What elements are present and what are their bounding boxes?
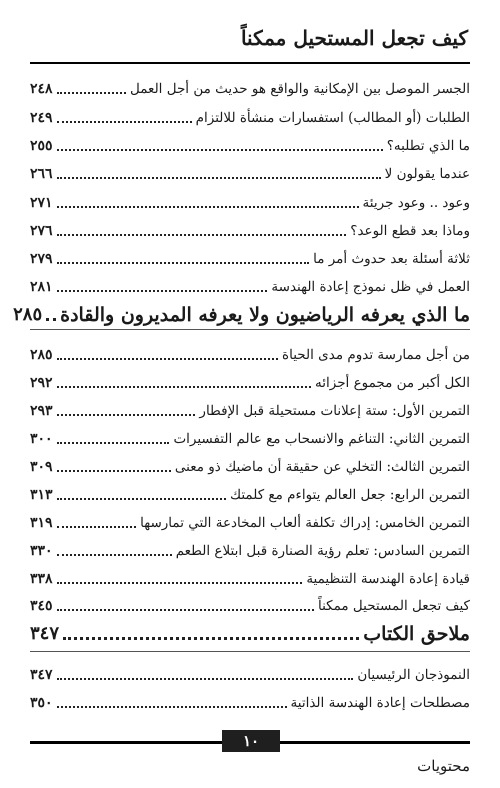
toc-entry-page: ٣٤٧ [30, 667, 53, 683]
toc-entry-title: التمرين الخامس: إدراك تكلفة ألعاب المخادعة التي تمارسها [140, 515, 470, 531]
dot-leader [57, 498, 226, 500]
toc-entry [30, 218, 470, 242]
toc-entry [30, 538, 470, 562]
toc-entry-title: ما الذي تطلبه؟ [386, 138, 470, 154]
header-divider [30, 62, 470, 64]
toc-entry [30, 76, 470, 100]
dot-leader [57, 358, 278, 360]
dot-leader [57, 442, 170, 444]
toc-entry [30, 133, 470, 157]
toc-entry-title: التمرين الثالث: التخلي عن حقيقة أن ماضيك ذو معنى [174, 459, 470, 475]
dot-leader [57, 234, 347, 236]
toc-entry [30, 161, 470, 185]
toc-entry-page: ٣٣٨ [30, 571, 53, 587]
toc-entry [30, 454, 470, 478]
toc-entry-page: ٣٤٧ [30, 623, 60, 644]
toc-entry [30, 246, 470, 270]
toc-entry-title: النموذجان الرئيسيان [357, 667, 470, 683]
toc-entry [30, 190, 470, 214]
toc-entry-title: عندما يقولون لا [384, 166, 470, 182]
dot-leader [57, 609, 314, 611]
toc-entry [30, 398, 470, 422]
toc-entry-page: ٢٨٥ [30, 347, 53, 363]
dot-leader [57, 290, 268, 292]
dot-leader [63, 637, 359, 640]
toc-entry-title: ما الذي يعرفه الرياضيون ولا يعرفه المديرون والقادة [60, 304, 470, 326]
dot-leader [57, 386, 311, 388]
toc-entry [30, 482, 470, 506]
toc-entry [30, 566, 470, 590]
toc-chapter-entry [30, 624, 470, 648]
dot-leader [46, 318, 56, 321]
toc-entry-title: الجسر الموصل بين الإمكانية والواقع هو حديث من أجل العمل [130, 81, 470, 97]
toc-entry-title: التمرين السادس: تعلم رؤية الصنارة قبل ابتلاع الطعم [175, 543, 470, 559]
toc-entry-title: الطلبات (أو المطالب) استفسارات منشأة للالتزام [195, 110, 470, 126]
toc-entry-page: ٢٩٢ [30, 375, 53, 391]
toc-entry [30, 662, 470, 686]
toc-entry-page: ٢٤٨ [30, 81, 53, 97]
toc-entry [30, 105, 470, 129]
page-title: كيف تجعل المستحيل ممكناً [240, 26, 468, 50]
toc-entry-title: كيف تجعل المستحيل ممكناً [317, 598, 470, 614]
toc-entry-page: ٣١٣ [30, 487, 53, 503]
toc-entry-page: ٣٤٥ [30, 598, 53, 614]
dot-leader [57, 678, 354, 680]
toc-entry-title: وعود .. وعود جريئة [362, 195, 470, 211]
toc-entry-title: الكل أكبر من مجموع أجزائه [315, 375, 470, 391]
toc-entry-page: ٣٣٠ [30, 543, 53, 559]
dot-leader [57, 706, 287, 708]
dot-leader [57, 582, 303, 584]
toc-entry [30, 274, 470, 298]
toc-entry-page: ٢٨٥ [13, 304, 43, 325]
toc-entry-title: التمرين الثاني: التناغم والانسحاب مع عالم التفسيرات [173, 431, 470, 447]
toc-entry-title: ملاحق الكتاب [363, 623, 470, 645]
footer-section-label: محتويات [417, 757, 470, 775]
toc-entry-page: ٢٧٩ [30, 251, 53, 267]
table-of-contents [13, 72, 470, 718]
toc-entry-title: التمرين الأول: ستة إعلانات مستحيلة قبل الإفطار [199, 403, 470, 419]
toc-entry [30, 342, 470, 366]
toc-entry [30, 370, 470, 394]
toc-entry-page: ٢٤٩ [30, 110, 53, 126]
dot-leader [57, 470, 171, 472]
toc-entry [30, 426, 470, 450]
toc-entry-page: ٢٨١ [30, 279, 53, 295]
toc-entry [30, 593, 470, 617]
dot-leader [57, 262, 310, 264]
dot-leader [57, 92, 126, 94]
toc-chapter-entry [13, 304, 470, 329]
toc-entry-page: ٣٥٠ [30, 695, 53, 711]
toc-entry-page: ٢٧١ [30, 195, 53, 211]
toc-entry-title: مصطلحات إعادة الهندسة الذاتية [290, 695, 470, 711]
dot-leader [57, 177, 381, 179]
page-number: ١٠ [222, 730, 280, 752]
section-divider [30, 329, 470, 330]
dot-leader [57, 414, 196, 416]
toc-entry [30, 690, 470, 714]
toc-entry-page: ٣٠٩ [30, 459, 53, 475]
toc-entry-page: ٢٥٥ [30, 138, 53, 154]
toc-entry-title: العمل في ظل نموذج إعادة الهندسة [271, 279, 470, 295]
toc-entry-title: قيادة إعادة الهندسة التنظيمية [306, 571, 470, 587]
toc-entry-page: ٣١٩ [30, 515, 53, 531]
dot-leader [57, 121, 192, 123]
toc-entry-title: من أجل ممارسة تدوم مدى الحياة [282, 347, 470, 363]
toc-entry-page: ٢٩٣ [30, 403, 53, 419]
toc-entry-title: وماذا بعد قطع الوعد؟ [350, 223, 470, 239]
dot-leader [57, 526, 137, 528]
toc-entry-title: التمرين الرابع: جعل العالم يتواءم مع كلمتك [229, 487, 470, 503]
toc-entry-title: ثلاثة أسئلة بعد حدوث أمر ما [313, 251, 470, 267]
toc-entry-page: ٣٠٠ [30, 431, 53, 447]
dot-leader [57, 554, 172, 556]
toc-entry-page: ٢٦٦ [30, 166, 53, 182]
dot-leader [57, 206, 359, 208]
toc-entry [30, 510, 470, 534]
dot-leader [57, 149, 383, 151]
section-divider [30, 651, 470, 652]
toc-entry-page: ٢٧٦ [30, 223, 53, 239]
